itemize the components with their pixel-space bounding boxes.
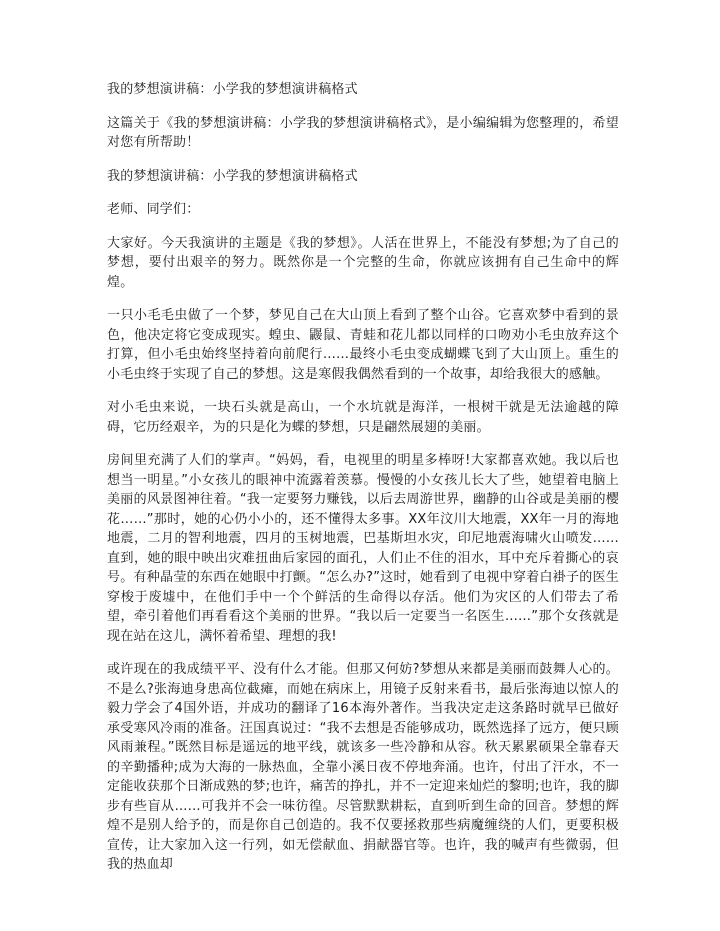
body-paragraph-3: 对小毛虫来说，一块石头就是高山，一个水坑就是海洋，一根树干就是无法逾越的障碍，它历经艰辛，为的只是化为蝶的梦想，只是翩然展翅的美丽。 xyxy=(107,400,619,435)
document-subtitle: 我的梦想演讲稿：小学我的梦想演讲稿格式 xyxy=(107,168,358,184)
body-paragraph-5: 或许现在的我成绩平平、没有什么才能。但那又何妨?梦想从来都是美丽而鼓舞人心的。不是么?张海迪身患高位截瘫，而她在病床上，用镜子反射来看书，最后张海迪以惊人的毅力学会了4国外语，并成功的翻译了16本海外著作。当我决定走这条路时就早已做好承受寒风冷雨的准备。汪国真说过：“我不去想是否能够成功，既然选择了远方，便只顾风雨兼程。”既然目标是遥远的地平线，就该多一些冷静和从容。秋天累累硕果全靠春天的辛勤播种;成为大海的一脉热血，全靠小溪日夜不停地奔涌。也许，付出了汗水，不一定能收获那个日渐成熟的梦;也许，痛苦的挣扎，并不一定迎来灿烂的黎明;也许，我的脚步有些盲从……可我并不会一味彷徨。尽管默默耕耘，直到听到生命的回音。梦想的辉煌不是别人给予的，而是你自己创造的。我不仅要拯救那些病魔缠绕的人们，更要积极宣传，让大家加入这一行列，如无偿献血、捐献器官等。也许，我的喊声有些微弱，但我的热血却 xyxy=(107,662,619,872)
body-paragraph-1: 大家好。今天我演讲的主题是《我的梦想》。人活在世界上，不能没有梦想;为了自己的梦想，要付出艰辛的努力。既然你是一个完整的生命，你就应该拥有自己生命中的辉煌。 xyxy=(107,235,619,290)
document-title: 我的梦想演讲稿：小学我的梦想演讲稿格式 xyxy=(107,82,358,97)
document-page xyxy=(107,80,619,889)
greeting: 老师、同学们： xyxy=(107,202,200,217)
body-paragraph-2: 一只小毛毛虫做了一个梦，梦见自己在大山顶上看到了整个山谷。它喜欢梦中看到的景色，他决定将它变成现实。蝗虫、鼹鼠、青蛙和花儿都以同样的口吻劝小毛虫放弃这个打算，但小毛虫始终坚持着向前爬行……最终小毛虫变成蝴蝶飞到了大山顶上。重生的小毛虫终于实现了自己的梦想。这是寒假我偶然看到的一个故事，却给我很大的感触。 xyxy=(107,308,619,382)
intro-paragraph: 这篇关于《我的梦想演讲稿：小学我的梦想演讲稿格式》，是小编编辑为您整理的，希望对您有所帮助！ xyxy=(107,115,619,150)
body-paragraph-4: 房间里充满了人们的掌声。“妈妈，看，电视里的明星多棒呀!大家都喜欢她。我以后也想当一明星。”小女孩儿的眼神中流露着羡慕。慢慢的小女孩儿长大了些，她望着电脑上美丽的风景图神往着。“我一定要努力赚钱，以后去周游世界，幽静的山谷或是美丽的樱花……”那时，她的心仍小小的，还不懂得太多事。XX年汶川大地震，XX年一月的海地地震，二月的智利地震，四月的玉树地震，巴基斯坦水灾，印尼地震海啸火山喷发……直到，她的眼中映出灾难扭曲后家园的面孔，人们止不住的泪水，耳中充斥着撕心的哀号。有种晶莹的东西在她眼中打颤。“怎么办?”这时，她看到了电视中穿着白褂子的医生穿梭于废墟中，在他们手中一个个鲜活的生命得以存活。他们为灾区的人们带去了希望，牵引着他们再看看这个美丽的世界。“我以后一定要当一名医生……”那个女孩就是现在站在这儿，满怀着希望、理想的我! xyxy=(107,453,619,644)
